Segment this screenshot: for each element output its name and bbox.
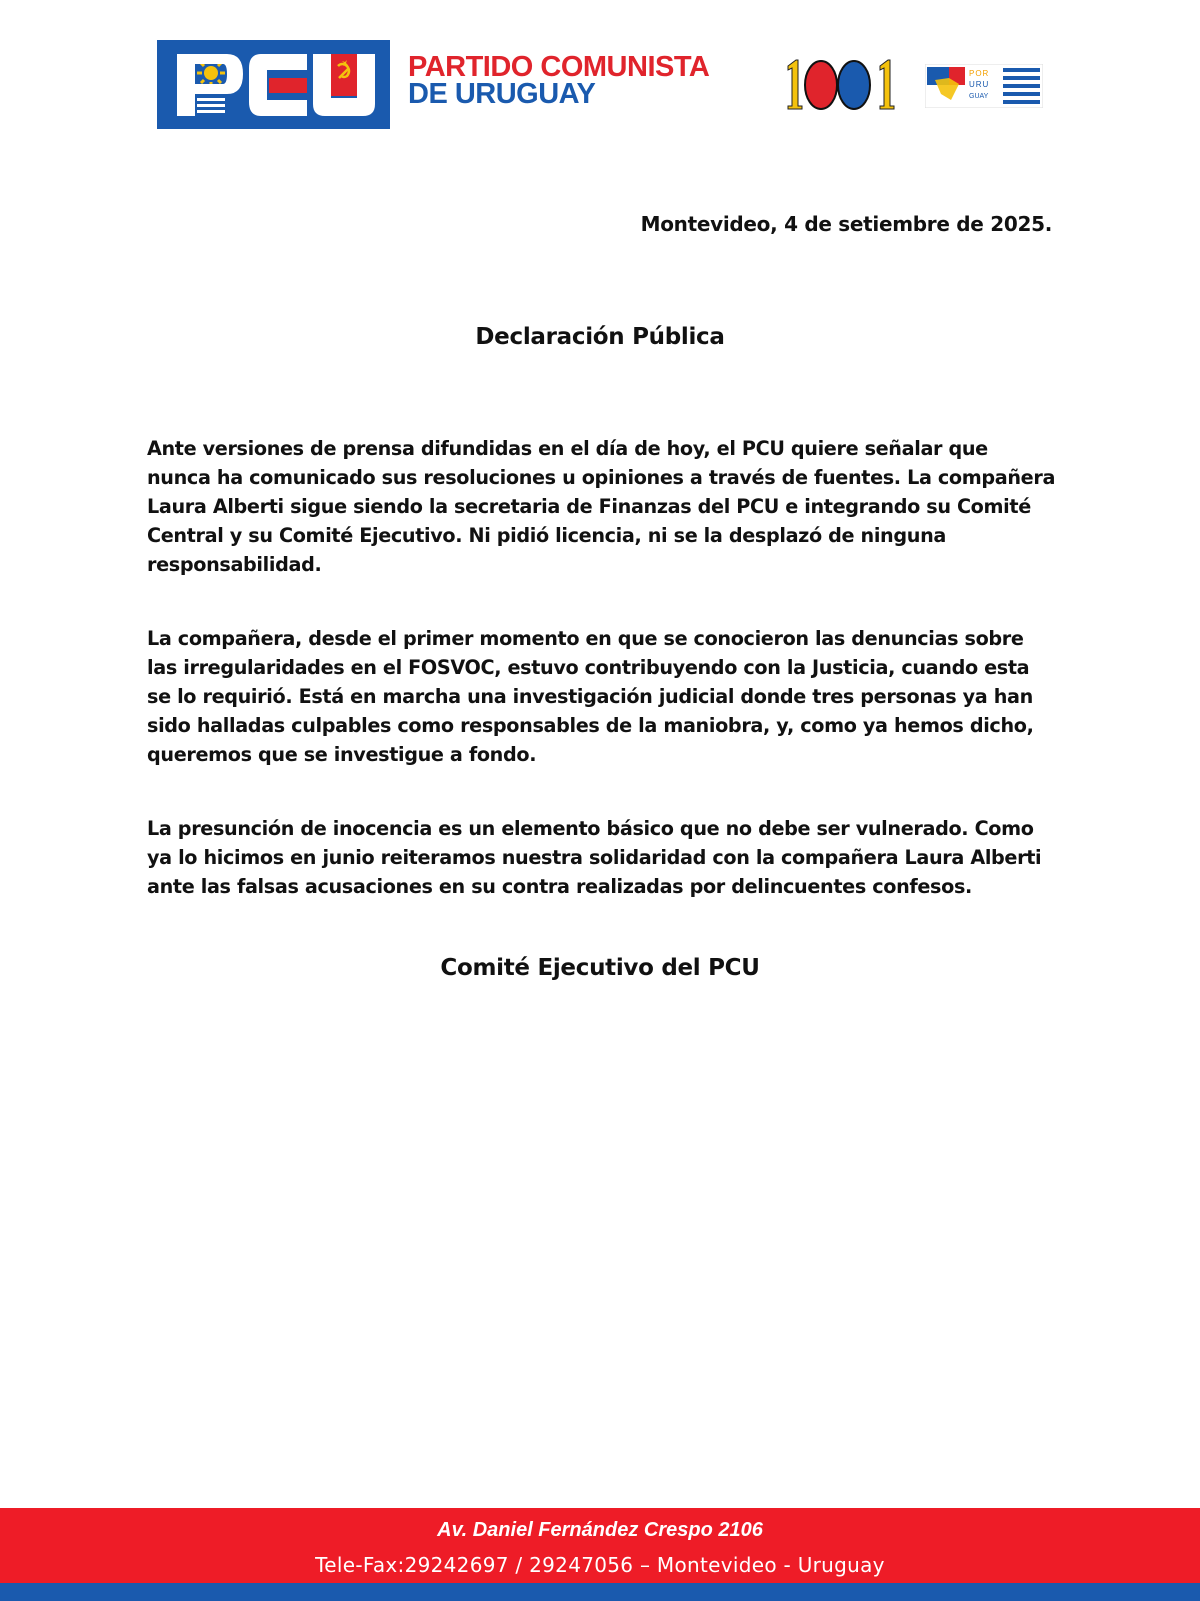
flag-icon [925, 64, 1043, 108]
pcu-logo-graphic [157, 40, 390, 129]
anniversary-logo [784, 56, 904, 112]
uru-text: URU [969, 80, 990, 89]
pcu-logo [157, 40, 390, 129]
party-name [408, 51, 710, 110]
letter-date: Montevideo, 4 de setiembre de 2025. [640, 212, 1052, 236]
guay-text: GUAY [969, 93, 989, 100]
letterhead [0, 0, 1200, 150]
por-text: POR [969, 69, 990, 78]
anniversary-logo-graphic [784, 56, 904, 112]
footer-phone: Tele-Fax:29242697 / 29247056 – Montevideo - Uruguay [315, 1553, 885, 1577]
signature: Comité Ejecutivo del PCU [440, 955, 760, 981]
paragraph: La presunción de inocencia es un elemento básico que no debe ser vulnerado. Como ya lo hicimos en junio reiteramos nuestra solidaridad con la compañera Laura Alberti ante las falsas acusaciones en su contra realizadas por delincuentes confesos. [147, 817, 1042, 898]
footer-stripe [0, 1583, 1200, 1601]
por-uruguay-logo [925, 64, 1043, 108]
footer-address: Av. Daniel Fernández Crespo 2106 [437, 1519, 763, 1541]
party-name-line1: PARTIDO COMUNISTA [408, 51, 710, 83]
letter-title: Declaración Pública [475, 324, 725, 350]
party-name-line2: DE URUGUAY [408, 78, 596, 110]
paragraph: Ante versiones de prensa difundidas en el día de hoy, el PCU quiere señalar que nunca ha comunicado sus resoluciones u opiniones a través de fuentes. La compañera Laura Alberti sigue siendo la secretaria de Finanzas del PCU e integrando su Comité Central y su Comité Ejecutivo. Ni pidió licencia, ni se la desplazó de ninguna responsabilidad. [147, 437, 1056, 576]
letter-body [147, 434, 1057, 946]
paragraph: La compañera, desde el primer momento en que se conocieron las denuncias sobre las irregularidades en el FOSVOC, estuvo contribuyendo con la Justicia, cuando esta se lo requirió. Está en marcha una investigación judicial donde tres personas ya han sido halladas culpables como responsables de la maniobra, y, como ya hemos dicho, queremos que se investigue a fondo. [147, 627, 1034, 766]
